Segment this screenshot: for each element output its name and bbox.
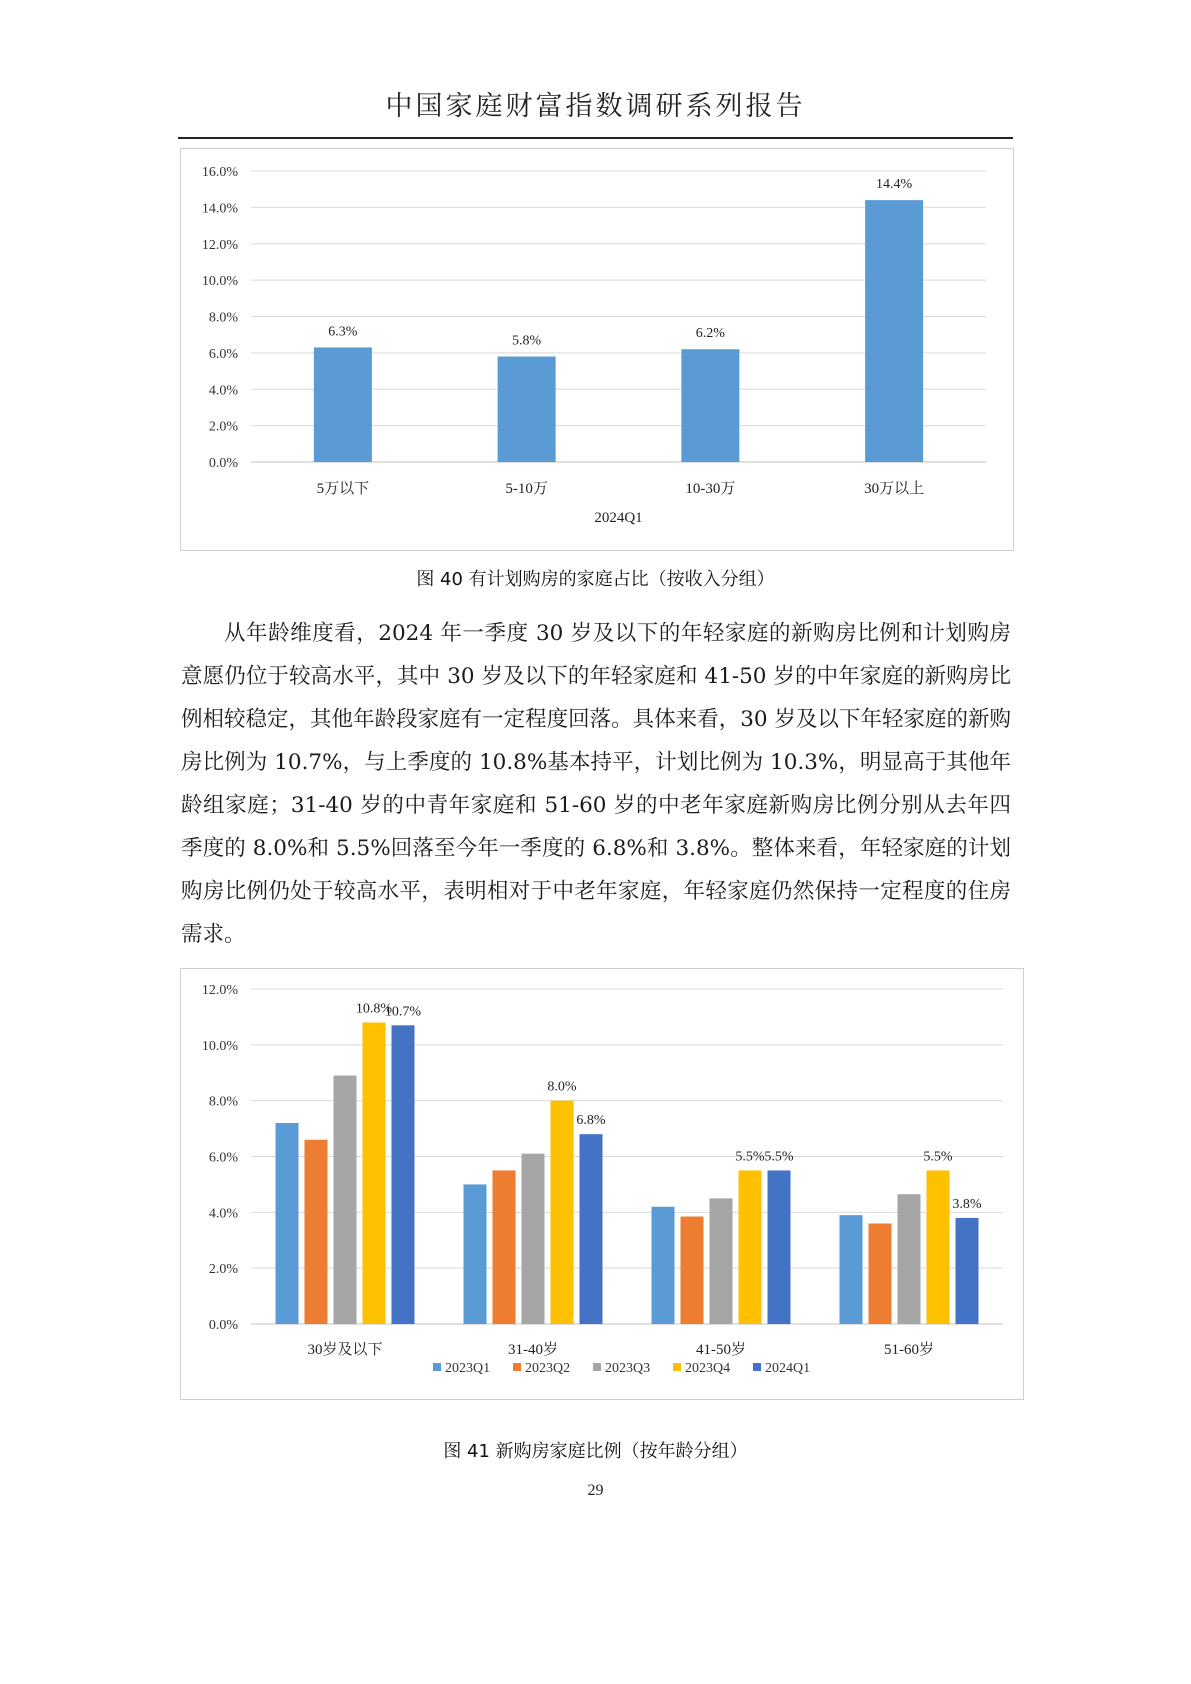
y-tick-label: 8.0% [208,1094,238,1110]
y-tick-label: 0.0% [208,1318,238,1333]
legend-swatch [433,1363,441,1371]
data-label: 10.8% [355,1001,393,1017]
bar [652,1207,675,1324]
x-tick-label: 5万以下 [316,481,370,497]
bar [522,1154,545,1324]
y-tick-label: 2.0% [208,419,238,435]
figure40-chart [180,148,1014,551]
x-tick-label: 30岁及以下 [307,1342,383,1358]
bar [392,1025,415,1324]
bar [551,1101,574,1324]
data-label: 10.7% [384,1004,422,1020]
legend-swatch [753,1363,761,1371]
legend-label: 2023Q3 [605,1361,651,1376]
figure40-chart-svg [181,149,1013,550]
figure41-chart [180,968,1024,1400]
header-rule [178,137,1013,139]
bar [276,1123,299,1324]
data-label: 5.8% [512,333,542,349]
y-tick-label: 6.0% [208,346,238,362]
x-axis-title: 2024Q1 [594,510,643,526]
legend-label: 2023Q2 [525,1361,571,1376]
bar [464,1184,487,1324]
bar [314,347,372,462]
data-label: 14.4% [876,177,913,193]
data-label: 6.8% [576,1113,606,1129]
data-label: 5.5% [735,1149,765,1165]
y-tick-label: 10.0% [201,1038,238,1054]
bar [681,1217,704,1324]
y-tick-label: 4.0% [208,1206,238,1222]
body-paragraph: 从年龄维度看，2024 年一季度 30 岁及以下的年轻家庭的新购房比例和计划购房意愿仍位于较高水平，其中 30 岁及以下的年轻家庭和 41-50 岁的中年家庭的新购房比例相较稳定，其他年龄段家庭有一定程度回落。具体来看，30 岁及以下年轻家庭的新购房比例为 10.7%，与上季度的 10.8%基本持平，计划比例为 10.3%，明显高于其他年龄组家庭；31-40 岁的中青年家庭和 51-60 岁的中老年家庭新购房比例分别从去年四季度的 8.0%和 5.5%回落至今年一季度的 6.8%和 3.8%。整体来看，年轻家庭的计划购房比例仍处于较高水平，表明相对于中老年家庭，年轻家庭仍然保持一定程度的住房需求。 [181,621,1011,947]
y-tick-label: 16.0% [201,165,238,180]
data-label: 6.3% [328,324,358,340]
y-tick-label: 2.0% [208,1262,238,1278]
y-tick-label: 12.0% [201,983,238,998]
y-tick-label: 6.0% [208,1150,238,1166]
x-tick-label: 41-50岁 [696,1342,746,1358]
data-label: 5.5% [764,1149,794,1165]
y-tick-label: 8.0% [208,310,238,326]
bar [681,349,739,462]
y-tick-label: 14.0% [201,201,238,217]
x-tick-label: 51-60岁 [884,1342,934,1358]
legend-label: 2023Q1 [445,1361,491,1376]
bar [580,1134,603,1324]
bar [305,1140,328,1324]
legend-swatch [513,1363,521,1371]
figure41-chart-svg [181,969,1023,1399]
data-label: 5.5% [923,1149,953,1165]
x-tick-label: 5-10万 [505,481,548,497]
x-tick-label: 30万以上 [864,481,925,497]
bar [956,1218,979,1324]
bar [710,1198,733,1324]
x-tick-label: 10-30万 [685,481,736,497]
bar [493,1170,516,1324]
figure41-caption: 图 41 新购房家庭比例（按年龄分组） [443,1441,748,1462]
bar [865,200,923,462]
bar [840,1215,863,1324]
figure40-caption: 图 40 有计划购房的家庭占比（按收入分组） [416,569,775,590]
bar [498,357,556,462]
bar [768,1170,791,1324]
y-tick-label: 10.0% [201,274,238,290]
data-label: 8.0% [547,1079,577,1095]
legend-label: 2024Q1 [765,1361,811,1376]
bar [739,1170,762,1324]
data-label: 3.8% [952,1196,982,1212]
bar [363,1023,386,1325]
y-tick-label: 12.0% [201,237,238,253]
bar [869,1224,892,1325]
bar [898,1194,921,1324]
legend-label: 2023Q4 [685,1361,731,1376]
legend-swatch [593,1363,601,1371]
report-header-title: 中国家庭财富指数调研系列报告 [385,91,806,122]
bar [927,1170,950,1324]
x-tick-label: 31-40岁 [508,1342,558,1358]
page-number: 29 [587,1482,604,1499]
y-tick-label: 0.0% [208,456,238,471]
bar [334,1076,357,1324]
data-label: 6.2% [695,326,725,342]
y-tick-label: 4.0% [208,383,238,399]
legend-swatch [673,1363,681,1371]
